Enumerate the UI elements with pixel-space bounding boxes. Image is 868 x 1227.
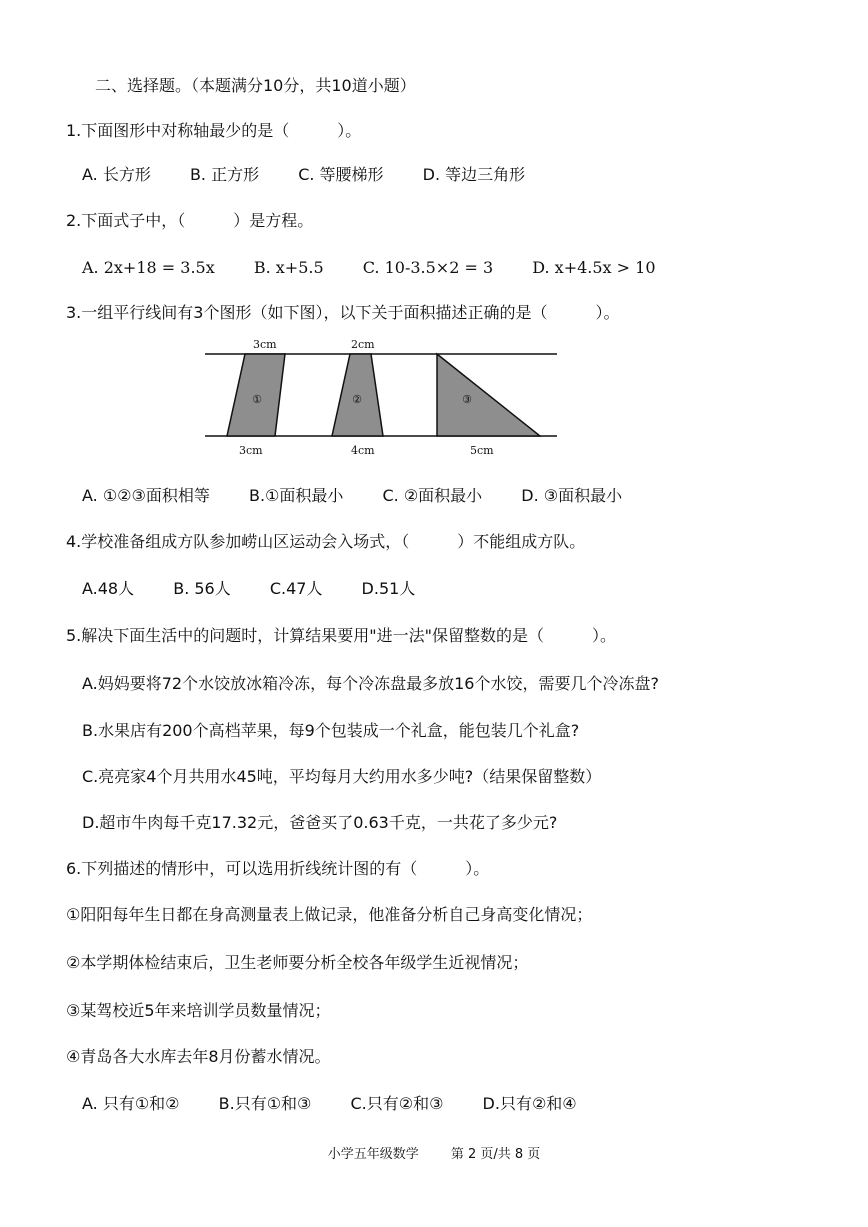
question-6-item-1: ①阳阳每年生日都在身高测量表上做记录，他准备分析自己身高变化情况； bbox=[66, 905, 593, 924]
question-5-option-b[interactable]: B.水果店有200个高档苹果，每9个包装成一个礼盒，能包装几个礼盒? bbox=[82, 721, 580, 740]
option-a[interactable]: A. 只有①和② bbox=[82, 1094, 180, 1113]
question-2-options bbox=[82, 258, 656, 278]
question-4-options bbox=[82, 579, 415, 599]
question-6-item-2: ②本学期体检结束后，卫生老师要分析全校各年级学生近视情况； bbox=[66, 953, 529, 972]
top-label-2: 2cm bbox=[351, 338, 375, 351]
option-b[interactable]: B. x+5.5 bbox=[253, 258, 324, 277]
shape-label-3: ③ bbox=[462, 393, 472, 406]
option-d[interactable]: D. ③面积最小 bbox=[521, 486, 623, 505]
option-c[interactable]: C.47人 bbox=[269, 579, 323, 598]
question-5-option-c[interactable]: C.亮亮家4个月共用水45吨，平均每月大约用水多少吨?（结果保留整数） bbox=[82, 767, 602, 786]
option-a[interactable]: A. 2x+18 = 3.5x bbox=[82, 258, 215, 277]
question-3-options bbox=[82, 486, 622, 506]
option-c[interactable]: C. ②面积最小 bbox=[382, 486, 483, 505]
bottom-label-1: 3cm bbox=[239, 444, 263, 457]
option-d[interactable]: D.只有②和④ bbox=[482, 1094, 577, 1113]
option-b[interactable]: B. 正方形 bbox=[189, 165, 260, 184]
option-d[interactable]: D.51人 bbox=[361, 579, 416, 598]
question-6-item-3: ③某驾校近5年来培训学员数量情况； bbox=[66, 1001, 331, 1020]
option-b[interactable]: B.只有①和③ bbox=[218, 1094, 312, 1113]
question-5-option-a[interactable]: A.妈妈要将72个水饺放冰箱冷冻，每个冷冻盘最多放16个水饺，需要几个冷冻盘? bbox=[82, 674, 659, 693]
question-2-stem: 2.下面式子中，（ ）是方程。 bbox=[66, 211, 314, 230]
option-d[interactable]: D. x+4.5x > 10 bbox=[532, 258, 656, 277]
shape-label-1: ① bbox=[252, 393, 262, 406]
question-1-options bbox=[82, 165, 525, 185]
question-6-item-4: ④青岛各大水库去年8月份蓄水情况。 bbox=[66, 1047, 331, 1066]
shape-label-2: ② bbox=[352, 393, 362, 406]
parallel-lines-figure bbox=[205, 332, 565, 462]
question-1-stem: 1.下面图形中对称轴最少的是（ ）。 bbox=[66, 121, 362, 140]
option-c[interactable]: C. 10-3.5×2 = 3 bbox=[362, 258, 494, 277]
page-footer bbox=[0, 1143, 868, 1162]
option-c[interactable]: C. 等腰梯形 bbox=[298, 165, 384, 184]
question-5-option-d[interactable]: D.超市牛肉每千克17.32元，爸爸买了0.63千克，一共花了多少元? bbox=[82, 813, 558, 832]
question-3-stem: 3.一组平行线间有3个图形（如下图），以下关于面积描述正确的是（ ）。 bbox=[66, 303, 620, 322]
section-title: 二、选择题。（本题满分10分，共10道小题） bbox=[95, 76, 416, 95]
top-label-1: 3cm bbox=[253, 338, 277, 351]
option-c[interactable]: C.只有②和③ bbox=[350, 1094, 444, 1113]
question-5-stem: 5.解决下面生活中的问题时，计算结果要用"进一法"保留整数的是（ ）。 bbox=[66, 626, 616, 645]
question-6-stem: 6.下列描述的情形中，可以选用折线统计图的有（ ）。 bbox=[66, 859, 490, 878]
triangle-shape bbox=[437, 354, 540, 436]
option-a[interactable]: A. ①②③面积相等 bbox=[82, 486, 210, 505]
bottom-label-2: 4cm bbox=[351, 444, 375, 457]
footer-page-number: 第 2 页/共 8 页 bbox=[450, 1147, 541, 1162]
option-a[interactable]: A. 长方形 bbox=[82, 165, 151, 184]
question-4-stem: 4.学校准备组成方队参加崂山区运动会入场式，（ ）不能组成方队。 bbox=[66, 532, 586, 551]
option-a[interactable]: A.48人 bbox=[82, 579, 135, 598]
option-d[interactable]: D. 等边三角形 bbox=[422, 165, 526, 184]
option-b[interactable]: B. 56人 bbox=[173, 579, 231, 598]
footer-subject: 小学五年级数学 bbox=[327, 1147, 419, 1162]
bottom-label-3: 5cm bbox=[470, 444, 494, 457]
option-b[interactable]: B.①面积最小 bbox=[248, 486, 344, 505]
question-6-options bbox=[82, 1094, 577, 1114]
